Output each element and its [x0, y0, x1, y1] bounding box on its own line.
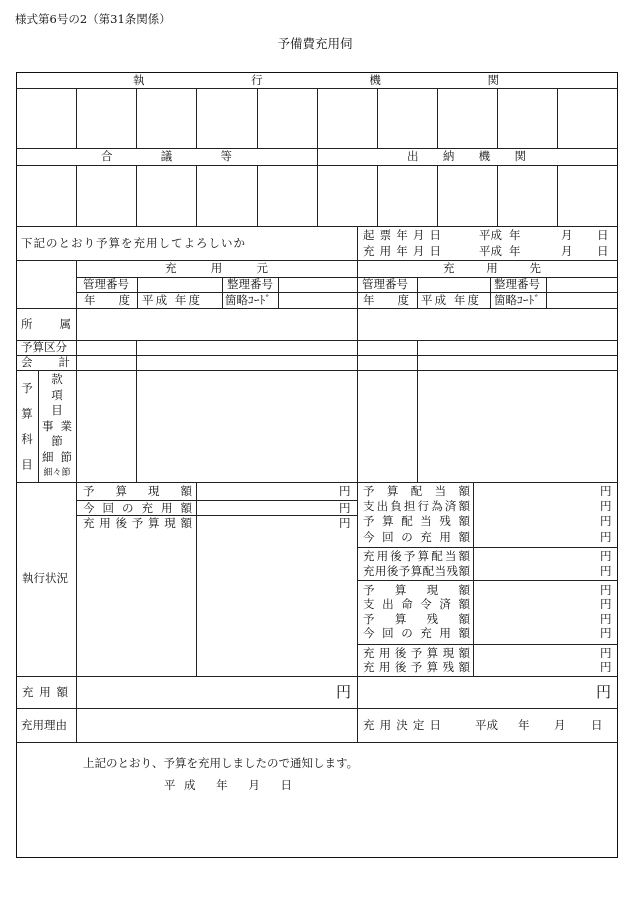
- grid-line-horizontal: [16, 260, 618, 261]
- source-fiscal-year-label: 年 度: [84, 293, 130, 307]
- grid-line-vertical: [357, 308, 358, 340]
- yen-unit: 円: [600, 530, 612, 544]
- affiliation-label: 所 属: [21, 317, 71, 331]
- decision-date-era: 平成: [475, 718, 498, 732]
- budget-level-saisetsu: 細 節: [42, 450, 72, 464]
- grid-line-horizontal: [357, 547, 618, 548]
- grid-line-horizontal: [357, 644, 618, 645]
- status-right-label: 充用後予算現額: [363, 646, 470, 660]
- status-right-label: 今 回 の 充 用 額: [363, 626, 470, 640]
- yen-unit: 円: [339, 516, 351, 530]
- grid-line-vertical: [136, 165, 137, 226]
- source-ref-no-label: 整理番号: [227, 277, 273, 291]
- grid-line-vertical: [490, 277, 491, 308]
- grid-line-vertical: [437, 88, 438, 148]
- yen-unit: 円: [600, 626, 612, 640]
- budget-level-kou: 項: [51, 388, 63, 402]
- page-title: 予備費充用伺: [277, 36, 353, 51]
- budget-level-setsu: 節: [51, 434, 63, 448]
- grid-line-vertical: [317, 88, 318, 148]
- grid-line-vertical: [196, 482, 197, 676]
- budget-level-saisaisetsu: 細々節: [43, 468, 71, 478]
- grid-line-vertical: [76, 340, 77, 482]
- budget-division-label: 予算区分: [21, 340, 67, 354]
- destination-code-label: 箇略ｺｰﾄﾞ: [494, 293, 540, 307]
- yen-unit: 円: [600, 484, 612, 498]
- status-right-label: 充用後予算残額: [363, 660, 470, 674]
- account-label: 会 計: [21, 355, 70, 369]
- grid-line-vertical: [357, 226, 358, 260]
- grid-line-horizontal: [16, 226, 618, 227]
- status-left-label: 今 回 の 充 用 額: [83, 501, 192, 515]
- grid-line-vertical: [257, 88, 258, 148]
- grid-line-vertical: [357, 340, 358, 482]
- grid-line-vertical: [357, 482, 358, 676]
- yen-unit: 円: [600, 612, 612, 626]
- grid-line-horizontal: [16, 708, 618, 709]
- grid-line-vertical: [257, 165, 258, 226]
- destination-era-year: 平成 年度: [421, 293, 479, 307]
- grid-line-vertical: [357, 676, 358, 742]
- grid-line-horizontal: [16, 676, 618, 677]
- decision-date-year: 年: [518, 718, 530, 732]
- yen-unit: 円: [339, 501, 351, 515]
- grid-line-vertical: [557, 165, 558, 226]
- yen-unit: 円: [600, 514, 612, 528]
- status-right-label: 予 算 現 額: [363, 583, 470, 597]
- grid-line-vertical: [437, 165, 438, 226]
- grid-line-horizontal: [16, 340, 618, 341]
- apply-date-era: 平成: [479, 244, 502, 258]
- apply-date-day: 日: [597, 244, 609, 258]
- grid-line-vertical: [497, 88, 498, 148]
- grid-line-horizontal: [76, 292, 618, 293]
- draft-date-era: 平成: [479, 228, 502, 242]
- grid-line-vertical: [76, 482, 77, 676]
- grid-line-horizontal: [16, 308, 618, 309]
- yen-unit: 円: [600, 646, 612, 660]
- executive-agency-header: 執 行 機 関: [133, 73, 499, 87]
- decision-date-month: 月: [554, 718, 566, 732]
- decision-date-label: 充 用 決 定 日: [363, 718, 441, 732]
- form-number: 様式第6号の2（第31条関係）: [15, 12, 171, 26]
- decision-date-day: 日: [591, 718, 603, 732]
- budget-level-moku: 目: [51, 403, 63, 417]
- draft-date-day: 日: [597, 228, 609, 242]
- destination-fiscal-year-label: 年 度: [363, 293, 409, 307]
- grid-line-vertical: [196, 88, 197, 148]
- grid-line-vertical: [76, 676, 77, 742]
- grid-line-vertical: [222, 277, 223, 308]
- status-right-label: 支 出 命 令 済 額: [363, 597, 470, 611]
- grid-line-horizontal: [76, 277, 618, 278]
- grid-line-vertical: [76, 88, 77, 148]
- destination-ref-no-label: 整理番号: [494, 277, 540, 291]
- grid-line-vertical: [196, 165, 197, 226]
- request-text: 下記のとおり予算を充用してよろしいか: [21, 236, 246, 250]
- grid-line-vertical: [377, 88, 378, 148]
- destination-header: 充 用 先: [443, 261, 541, 275]
- status-right-label: 今 回 の 充 用 額: [363, 530, 470, 544]
- status-right-label: 予 算 残 額: [363, 612, 470, 626]
- grid-line-horizontal: [16, 482, 618, 483]
- grid-line-horizontal: [16, 742, 618, 743]
- source-header: 充 用 元: [165, 261, 268, 275]
- apply-date-year: 年: [509, 244, 521, 258]
- amount-label: 充 用 額: [22, 685, 68, 699]
- grid-line-horizontal: [76, 515, 357, 516]
- yen-unit: 円: [600, 549, 612, 563]
- destination-mgmt-no-label: 管理番号: [362, 277, 408, 291]
- status-left-label: 充 用 後 予 算 現 額: [83, 516, 192, 530]
- budget-level-kan: 款: [51, 372, 63, 386]
- grid-line-vertical: [317, 148, 318, 165]
- grid-line-vertical: [136, 340, 137, 482]
- grid-line-vertical: [417, 277, 418, 308]
- grid-line-vertical: [38, 370, 39, 482]
- grid-line-vertical: [137, 277, 138, 308]
- grid-line-horizontal: [357, 580, 618, 581]
- amount-yen-unit-destination: 円: [596, 683, 612, 701]
- notice-text: 上記のとおり、予算を充用しましたので通知します。: [83, 756, 359, 770]
- grid-line-vertical: [76, 165, 77, 226]
- execution-status-label: 執行状況: [22, 571, 68, 585]
- reason-label: 充用理由: [21, 718, 67, 732]
- grid-line-vertical: [417, 340, 418, 482]
- yen-unit: 円: [600, 660, 612, 674]
- grid-line-vertical: [557, 88, 558, 148]
- yen-unit: 円: [600, 597, 612, 611]
- source-code-label: 箇略ｺｰﾄﾞ: [225, 293, 271, 307]
- amount-yen-unit-source: 円: [336, 683, 352, 701]
- status-right-label: 充用後予算配当額: [363, 549, 470, 563]
- source-era-year: 平成 年度: [142, 293, 200, 307]
- grid-line-vertical: [278, 277, 279, 308]
- grid-line-vertical: [546, 277, 547, 308]
- status-right-label: 支出負担行為済額: [363, 499, 470, 513]
- grid-line-horizontal: [16, 355, 618, 356]
- apply-date-month: 月: [561, 244, 573, 258]
- draft-date-label: 起 票 年 月 日: [363, 228, 441, 242]
- yen-unit: 円: [600, 499, 612, 513]
- treasury-header: 出 納 機 関: [407, 149, 526, 163]
- budget-item-label: 予算科目: [20, 382, 34, 484]
- notice-date: 平成 年 月 日: [164, 778, 292, 792]
- draft-date-year: 年: [509, 228, 521, 242]
- grid-line-horizontal: [16, 370, 618, 371]
- grid-line-vertical: [357, 260, 358, 308]
- grid-line-vertical: [497, 165, 498, 226]
- grid-line-vertical: [473, 482, 474, 676]
- grid-line-vertical: [377, 165, 378, 226]
- apply-date-label: 充 用 年 月 日: [363, 244, 441, 258]
- council-header: 合 議 等: [101, 149, 232, 163]
- grid-line-vertical: [136, 88, 137, 148]
- grid-line-vertical: [76, 308, 77, 340]
- status-right-label: 予 算 配 当 額: [363, 484, 470, 498]
- source-mgmt-no-label: 管理番号: [83, 277, 129, 291]
- status-right-label: 予 算 配 当 残 額: [363, 514, 470, 528]
- status-right-label: 充用後予算配当残額: [363, 564, 470, 578]
- yen-unit: 円: [600, 564, 612, 578]
- yen-unit: 円: [600, 583, 612, 597]
- draft-date-month: 月: [561, 228, 573, 242]
- grid-line-vertical: [76, 260, 77, 308]
- status-left-label: 予 算 現 額: [83, 484, 192, 498]
- grid-line-horizontal: [76, 500, 357, 501]
- yen-unit: 円: [339, 484, 351, 498]
- grid-line-vertical: [317, 165, 318, 226]
- budget-level-jigyo: 事 業: [42, 419, 72, 433]
